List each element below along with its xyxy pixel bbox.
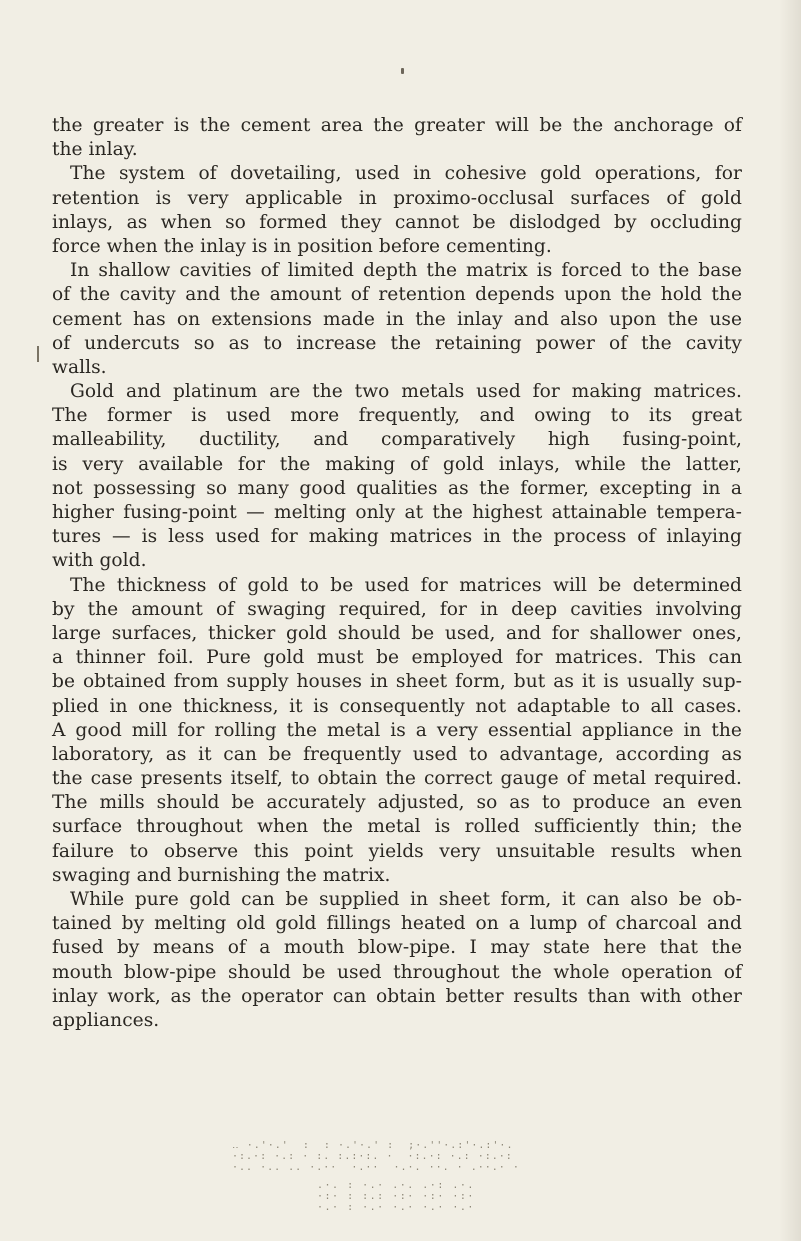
print-speck bbox=[37, 346, 39, 362]
text-line: failure to observe this point yields very unsuitable results when bbox=[52, 840, 742, 862]
text-line: While pure gold can be supplied in sheet form, it can also be ob- bbox=[70, 889, 742, 910]
page-edge-shadow bbox=[779, 0, 801, 1241]
text-line: the greater is the cement area the greater will be the anchorage of bbox=[52, 115, 742, 136]
text-line: force when the inlay is in position before cementing. bbox=[52, 235, 552, 257]
text-line: tained by melting old gold fillings heated on a lump of charcoal and bbox=[52, 913, 742, 935]
print-speck bbox=[401, 68, 404, 74]
text-line: A good mill for rolling the metal is a very essential appliance in the bbox=[52, 719, 742, 741]
text-line: walls. bbox=[52, 356, 107, 378]
text-line: The thickness of gold to be used for matrices will be determined bbox=[70, 574, 742, 596]
text-line: The former is used more frequently, and owing to its great bbox=[52, 405, 742, 427]
text-line: of the cavity and the amount of retention depends upon the hold the bbox=[52, 284, 742, 306]
text-line: The mills should be accurately adjusted, so as to produce an even bbox=[52, 792, 742, 814]
text-line: be obtained from supply houses in sheet form, but as it is usually sup- bbox=[52, 671, 742, 693]
bleed-through-dots: .·. : ·.· .·. .·: .·. ·:· : :.: ·:· ·:· ·:· ·.· : ·.· ·.· ·.· ·.· bbox=[317, 1180, 475, 1213]
body-text bbox=[52, 114, 742, 1033]
text-line: inlay work, as the operator can obtain better results than with other bbox=[52, 985, 742, 1007]
bleed-through-dots: ‥ ·.'·.' : : ·.'·.' : ;·.''·.:'·.:'·. ·:.·: ·.: · :. :.:·:. · ·:.·: ·.: ·:.·: ·.. ·.. .. ·.·· ·.·· ·.·. ··. · .··.· · bbox=[232, 1140, 520, 1173]
text-line: surface throughout when the metal is rolled sufficiently thin; the bbox=[52, 816, 742, 838]
text-line: fused by means of a mouth blow-pipe. I may state here that the bbox=[52, 937, 742, 959]
text-line: a thinner foil. Pure gold must be employed for matrices. This can bbox=[52, 647, 742, 669]
text-line: cement has on extensions made in the inlay and also upon the use bbox=[52, 308, 742, 330]
text-line: the case presents itself, to obtain the correct gauge of metal required. bbox=[52, 768, 742, 790]
text-line: plied in one thickness, it is consequently not adaptable to all cases. bbox=[52, 695, 742, 717]
text-line: not possessing so many good qualities as the former, excepting in a bbox=[52, 477, 742, 499]
text-line: by the amount of swaging required, for in deep cavities involving bbox=[52, 598, 742, 620]
text-line: of undercuts so as to increase the retaining power of the cavity bbox=[52, 332, 742, 354]
text-line: higher fusing-point — melting only at the highest attainable tempera- bbox=[52, 502, 742, 523]
text-line: appliances. bbox=[52, 1009, 160, 1031]
text-line: the inlay. bbox=[52, 139, 138, 161]
text-line: with gold. bbox=[52, 550, 147, 572]
text-line: swaging and burnishing the matrix. bbox=[52, 864, 391, 886]
text-line: large surfaces, thicker gold should be used, and for shallower ones, bbox=[52, 622, 742, 644]
text-line: retention is very applicable in proximo-occlusal surfaces of gold bbox=[52, 187, 742, 209]
text-line: malleability, ductility, and comparatively high fusing-point, bbox=[52, 429, 742, 451]
text-line: laboratory, as it can be frequently used to advantage, according as bbox=[52, 743, 742, 765]
text-line: In shallow cavities of limited depth the matrix is forced to the base bbox=[70, 260, 742, 282]
text-line: Gold and platinum are the two metals used for making matrices. bbox=[70, 381, 742, 403]
text-line: The system of dovetailing, used in cohesive gold operations, for bbox=[70, 163, 742, 185]
text-line: mouth blow-pipe should be used throughout the whole operation of bbox=[52, 961, 742, 983]
text-line: is very available for the making of gold inlays, while the latter, bbox=[52, 453, 742, 475]
text-line: tures — is less used for making matrices in the process of inlaying bbox=[52, 526, 742, 548]
text-line: inlays, as when so formed they cannot be dislodged by occluding bbox=[52, 211, 742, 233]
